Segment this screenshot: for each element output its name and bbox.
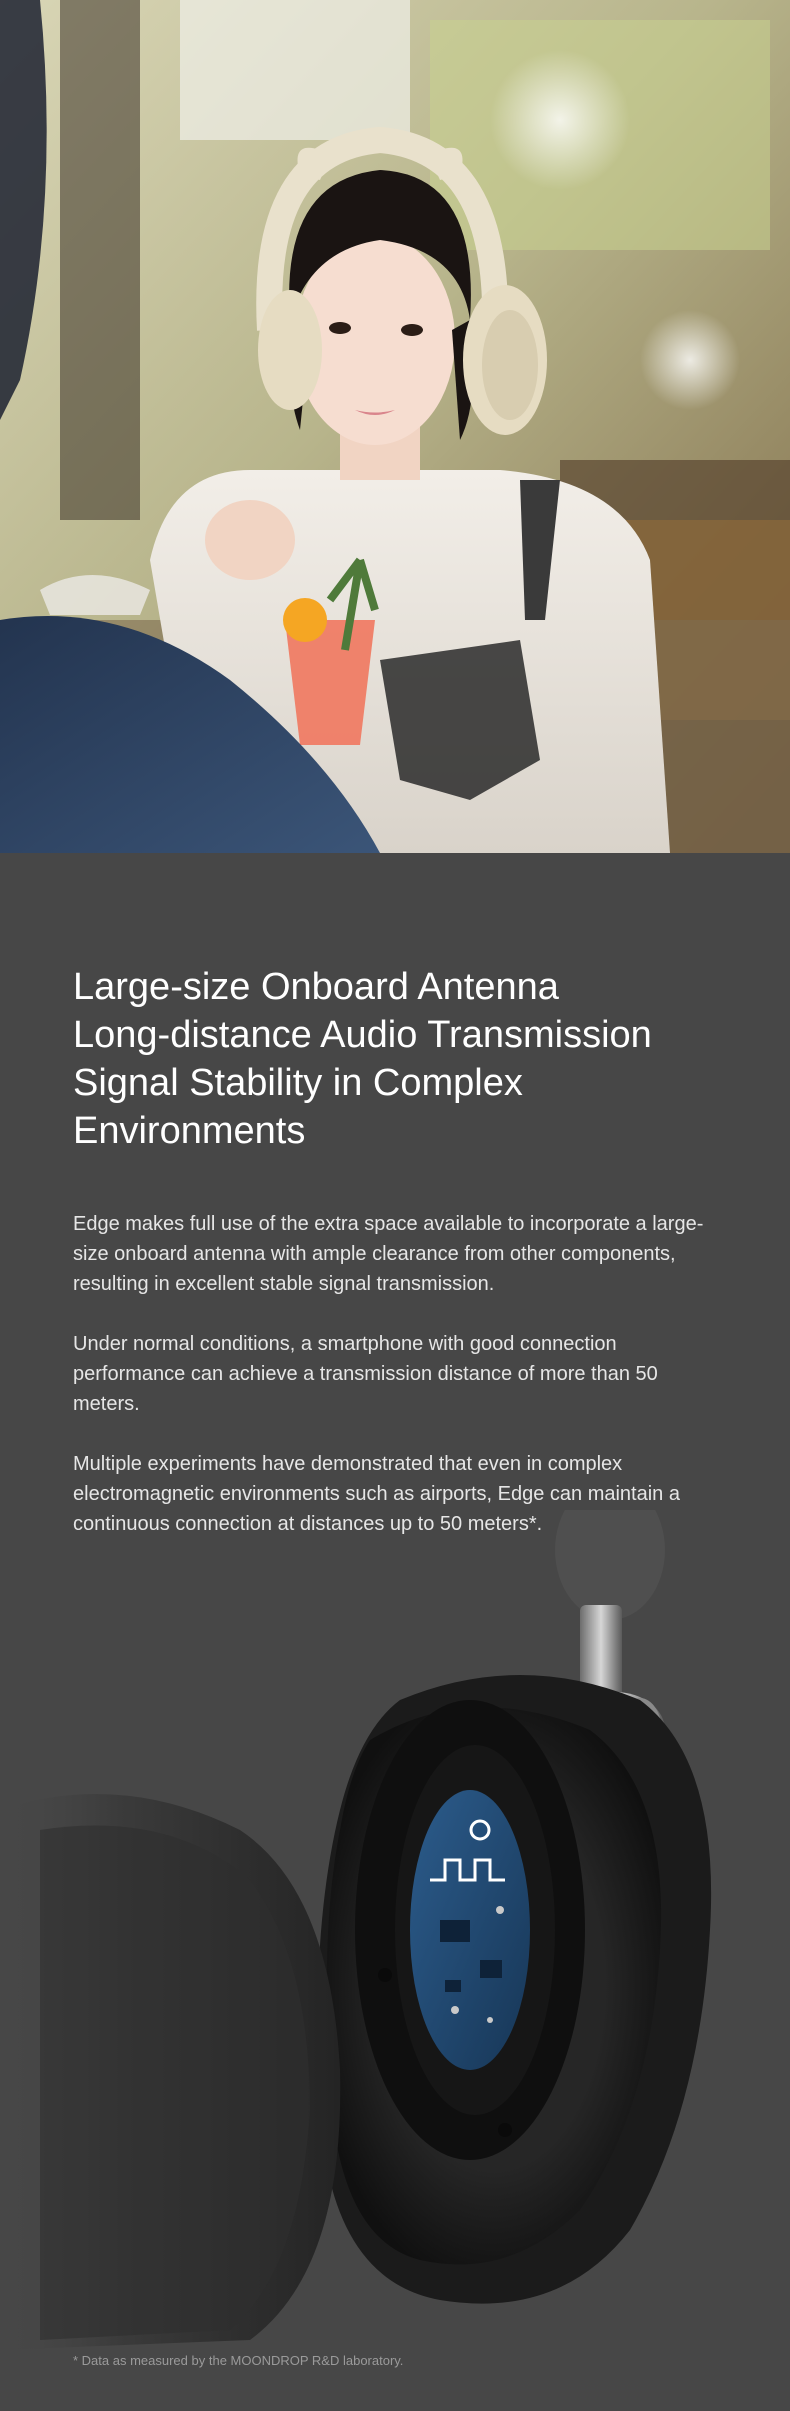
feature-paragraph-experiments: Multiple experiments have demonstrated that even in complex electromagnetic environments such as airports, Edge can maintain a continuous connection at distances up to 50 meters*. [73,1453,680,1535]
hero-photo [0,0,790,853]
headphone-illustration [0,1510,790,2350]
feature-paragraph-range: Under normal conditions, a smartphone with good connection performance can achieve a transmission distance of more than 50 meters. [73,1333,658,1415]
headphone-cutaway-image [0,1510,790,2350]
feature-headline [73,963,713,1155]
headline-line: Environments [73,1110,306,1152]
footnote: * Data as measured by the MOONDROP R&D laboratory. [73,2353,404,2368]
feature-paragraph-antenna: Edge makes full use of the extra space available to incorporate a large-size onboard antenna with ample clearance from other components, resulting in excellent stable signal transmission. [73,1213,704,1295]
headline-line: Large-size Onboard Antenna [73,966,559,1008]
headline-line: Signal Stability in Complex [73,1062,523,1104]
feature-text-section [0,853,790,1553]
headline-line: Long-distance Audio Transmission [73,1014,652,1056]
hero-illustration [0,0,790,853]
